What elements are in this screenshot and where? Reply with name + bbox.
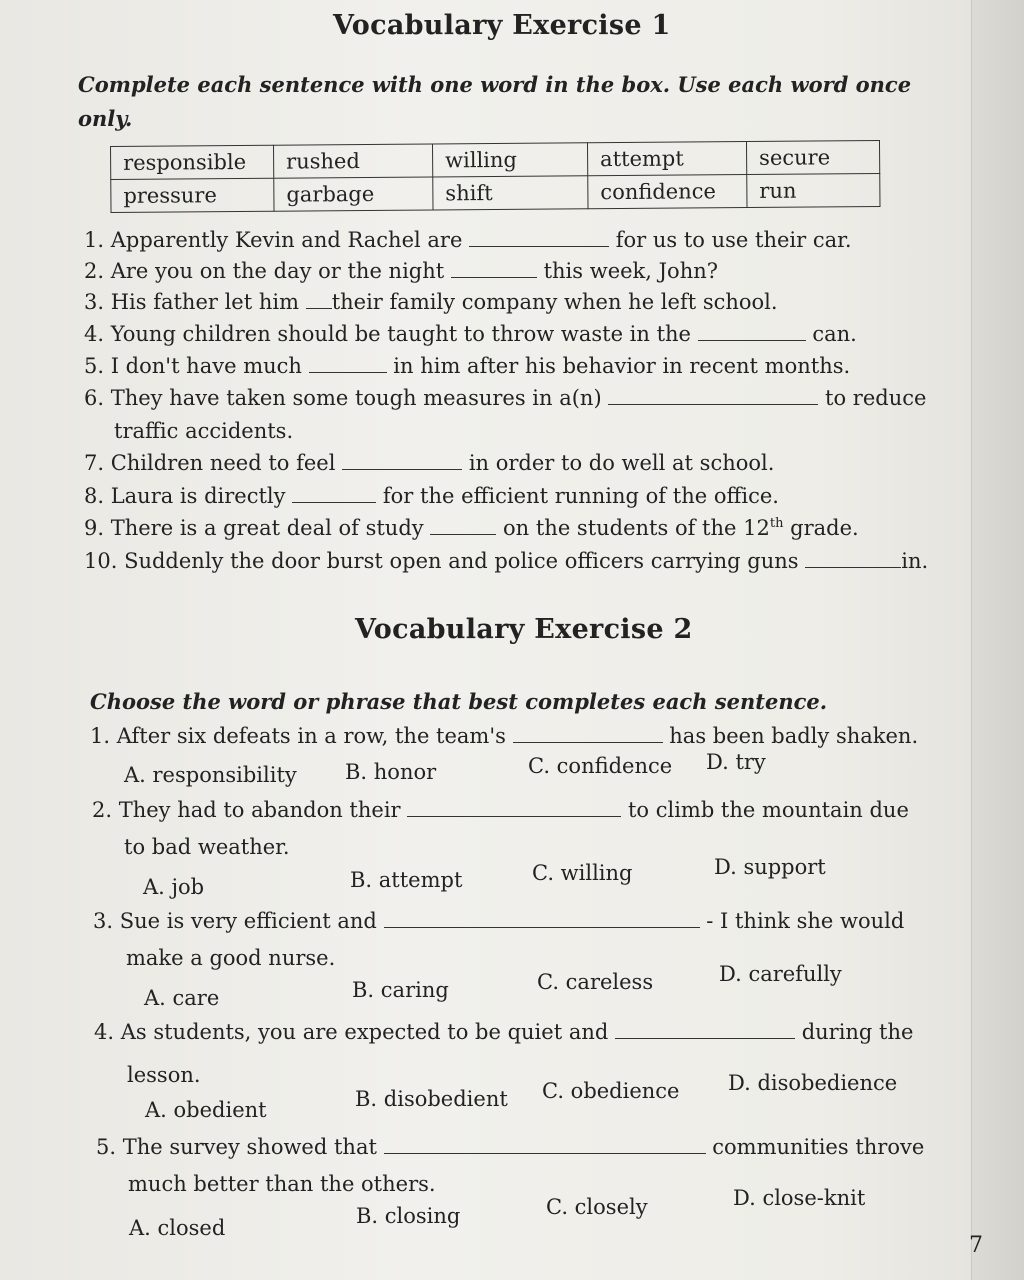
ex2-q3-option-d[interactable]: D. carefully <box>719 962 842 986</box>
answer-blank[interactable] <box>384 909 700 928</box>
ex1-question-1: 1. Apparently Kevin and Rachel are for us to use their car. <box>84 228 852 252</box>
ex1-question-6: 6. They have taken some tough measures in a(n) to reduce <box>84 386 927 410</box>
ex2-q4-option-a[interactable]: A. obedient <box>145 1098 267 1122</box>
answer-blank[interactable] <box>384 1135 706 1154</box>
word-box-cell: run <box>747 173 880 207</box>
ex2-question-2-cont: to bad weather. <box>124 835 290 859</box>
word-box-cell: responsible <box>111 145 274 179</box>
answer-blank[interactable] <box>513 724 663 743</box>
ex2-question-3: 3. Sue is very efficient and - I think she would <box>93 909 905 933</box>
word-box-cell: secure <box>746 140 879 174</box>
ex2-q3-option-a[interactable]: A. care <box>144 986 220 1010</box>
ex1-question-5: 5. I don't have much in him after his behavior in recent months. <box>84 354 851 378</box>
ex2-question-4: 4. As students, you are expected to be quiet and during the <box>94 1020 914 1044</box>
answer-blank[interactable] <box>608 386 818 405</box>
ex1-question-2: 2. Are you on the day or the night this week, John? <box>84 259 719 283</box>
word-box-cell: confidence <box>588 174 747 208</box>
ex1-question-9: 9. There is a great deal of study on the students of the 12th grade. <box>84 516 859 540</box>
ex1-question-3: 3. His father let him their family company when he left school. <box>84 290 778 314</box>
exercise-1-instruction: Complete each sentence with one word in the box. Use each word once only. <box>78 72 912 131</box>
ex2-q4-option-c[interactable]: C. obedience <box>542 1079 680 1103</box>
answer-blank[interactable] <box>306 290 332 309</box>
ex2-question-5: 5. The survey showed that communities throve <box>96 1135 925 1159</box>
exercise-1-title: Vocabulary Exercise 1 <box>333 10 671 41</box>
ex1-question-7: 7. Children need to feel in order to do well at school. <box>84 451 775 475</box>
ex1-question-6-cont: traffic accidents. <box>114 419 294 443</box>
ex2-question-4-cont: lesson. <box>127 1063 201 1087</box>
exercise-2-title: Vocabulary Exercise 2 <box>355 614 693 645</box>
answer-blank[interactable] <box>342 451 462 470</box>
ex2-q5-option-b[interactable]: B. closing <box>356 1204 461 1228</box>
answer-blank[interactable] <box>469 228 609 247</box>
ex2-question-2: 2. They had to abandon their to climb the mountain due <box>92 798 909 822</box>
page-number: 7 <box>969 1233 983 1258</box>
ex2-q5-option-c[interactable]: C. closely <box>546 1195 648 1219</box>
word-box-row <box>111 173 880 212</box>
ex2-question-1: 1. After six defeats in a row, the team's has been badly shaken. <box>90 724 919 748</box>
ex2-q4-option-b[interactable]: B. disobedient <box>355 1087 508 1111</box>
ex1-question-8: 8. Laura is directly for the efficient running of the office. <box>84 484 779 508</box>
ex1-question-10: 10. Suddenly the door burst open and police officers carrying guns in. <box>84 549 929 573</box>
ex2-q4-option-d[interactable]: D. disobedience <box>728 1071 898 1095</box>
answer-blank[interactable] <box>451 259 537 278</box>
ex2-q2-option-d[interactable]: D. support <box>714 855 826 879</box>
ex2-q2-option-a[interactable]: A. job <box>143 875 205 899</box>
ex2-q1-option-c[interactable]: C. confidence <box>528 754 673 778</box>
answer-blank[interactable] <box>430 516 496 535</box>
word-box-cell: willing <box>432 143 587 177</box>
ex2-q1-option-b[interactable]: B. honor <box>345 760 437 784</box>
word-box-cell: attempt <box>587 142 746 176</box>
word-box <box>110 140 881 213</box>
answer-blank[interactable] <box>292 484 376 503</box>
answer-blank[interactable] <box>615 1020 795 1039</box>
word-box-cell: pressure <box>111 178 274 212</box>
ex2-q1-option-d[interactable]: D. try <box>706 750 766 774</box>
ex2-q1-option-a[interactable]: A. responsibility <box>124 763 297 787</box>
ex2-q5-option-d[interactable]: D. close-knit <box>733 1186 866 1210</box>
ex2-q5-option-a[interactable]: A. closed <box>129 1216 226 1240</box>
answer-blank[interactable] <box>309 354 387 373</box>
ex2-question-5-cont: much better than the others. <box>128 1172 436 1196</box>
word-box-cell: rushed <box>273 144 432 178</box>
answer-blank[interactable] <box>805 549 901 568</box>
word-box-cell: garbage <box>274 177 433 211</box>
ex2-q3-option-c[interactable]: C. careless <box>537 970 654 994</box>
page-edge <box>971 0 1024 1280</box>
ex2-question-3-cont: make a good nurse. <box>126 946 336 970</box>
answer-blank[interactable] <box>698 322 806 341</box>
word-box-cell: shift <box>433 176 588 210</box>
answer-blank[interactable] <box>407 798 621 817</box>
ex2-q2-option-b[interactable]: B. attempt <box>350 868 463 892</box>
ex2-q3-option-b[interactable]: B. caring <box>352 978 449 1002</box>
ex2-q2-option-c[interactable]: C. willing <box>532 861 633 885</box>
exercise-2-instruction: Choose the word or phrase that best completes each sentence. <box>90 689 828 714</box>
ex1-question-4: 4. Young children should be taught to throw waste in the can. <box>84 322 857 346</box>
